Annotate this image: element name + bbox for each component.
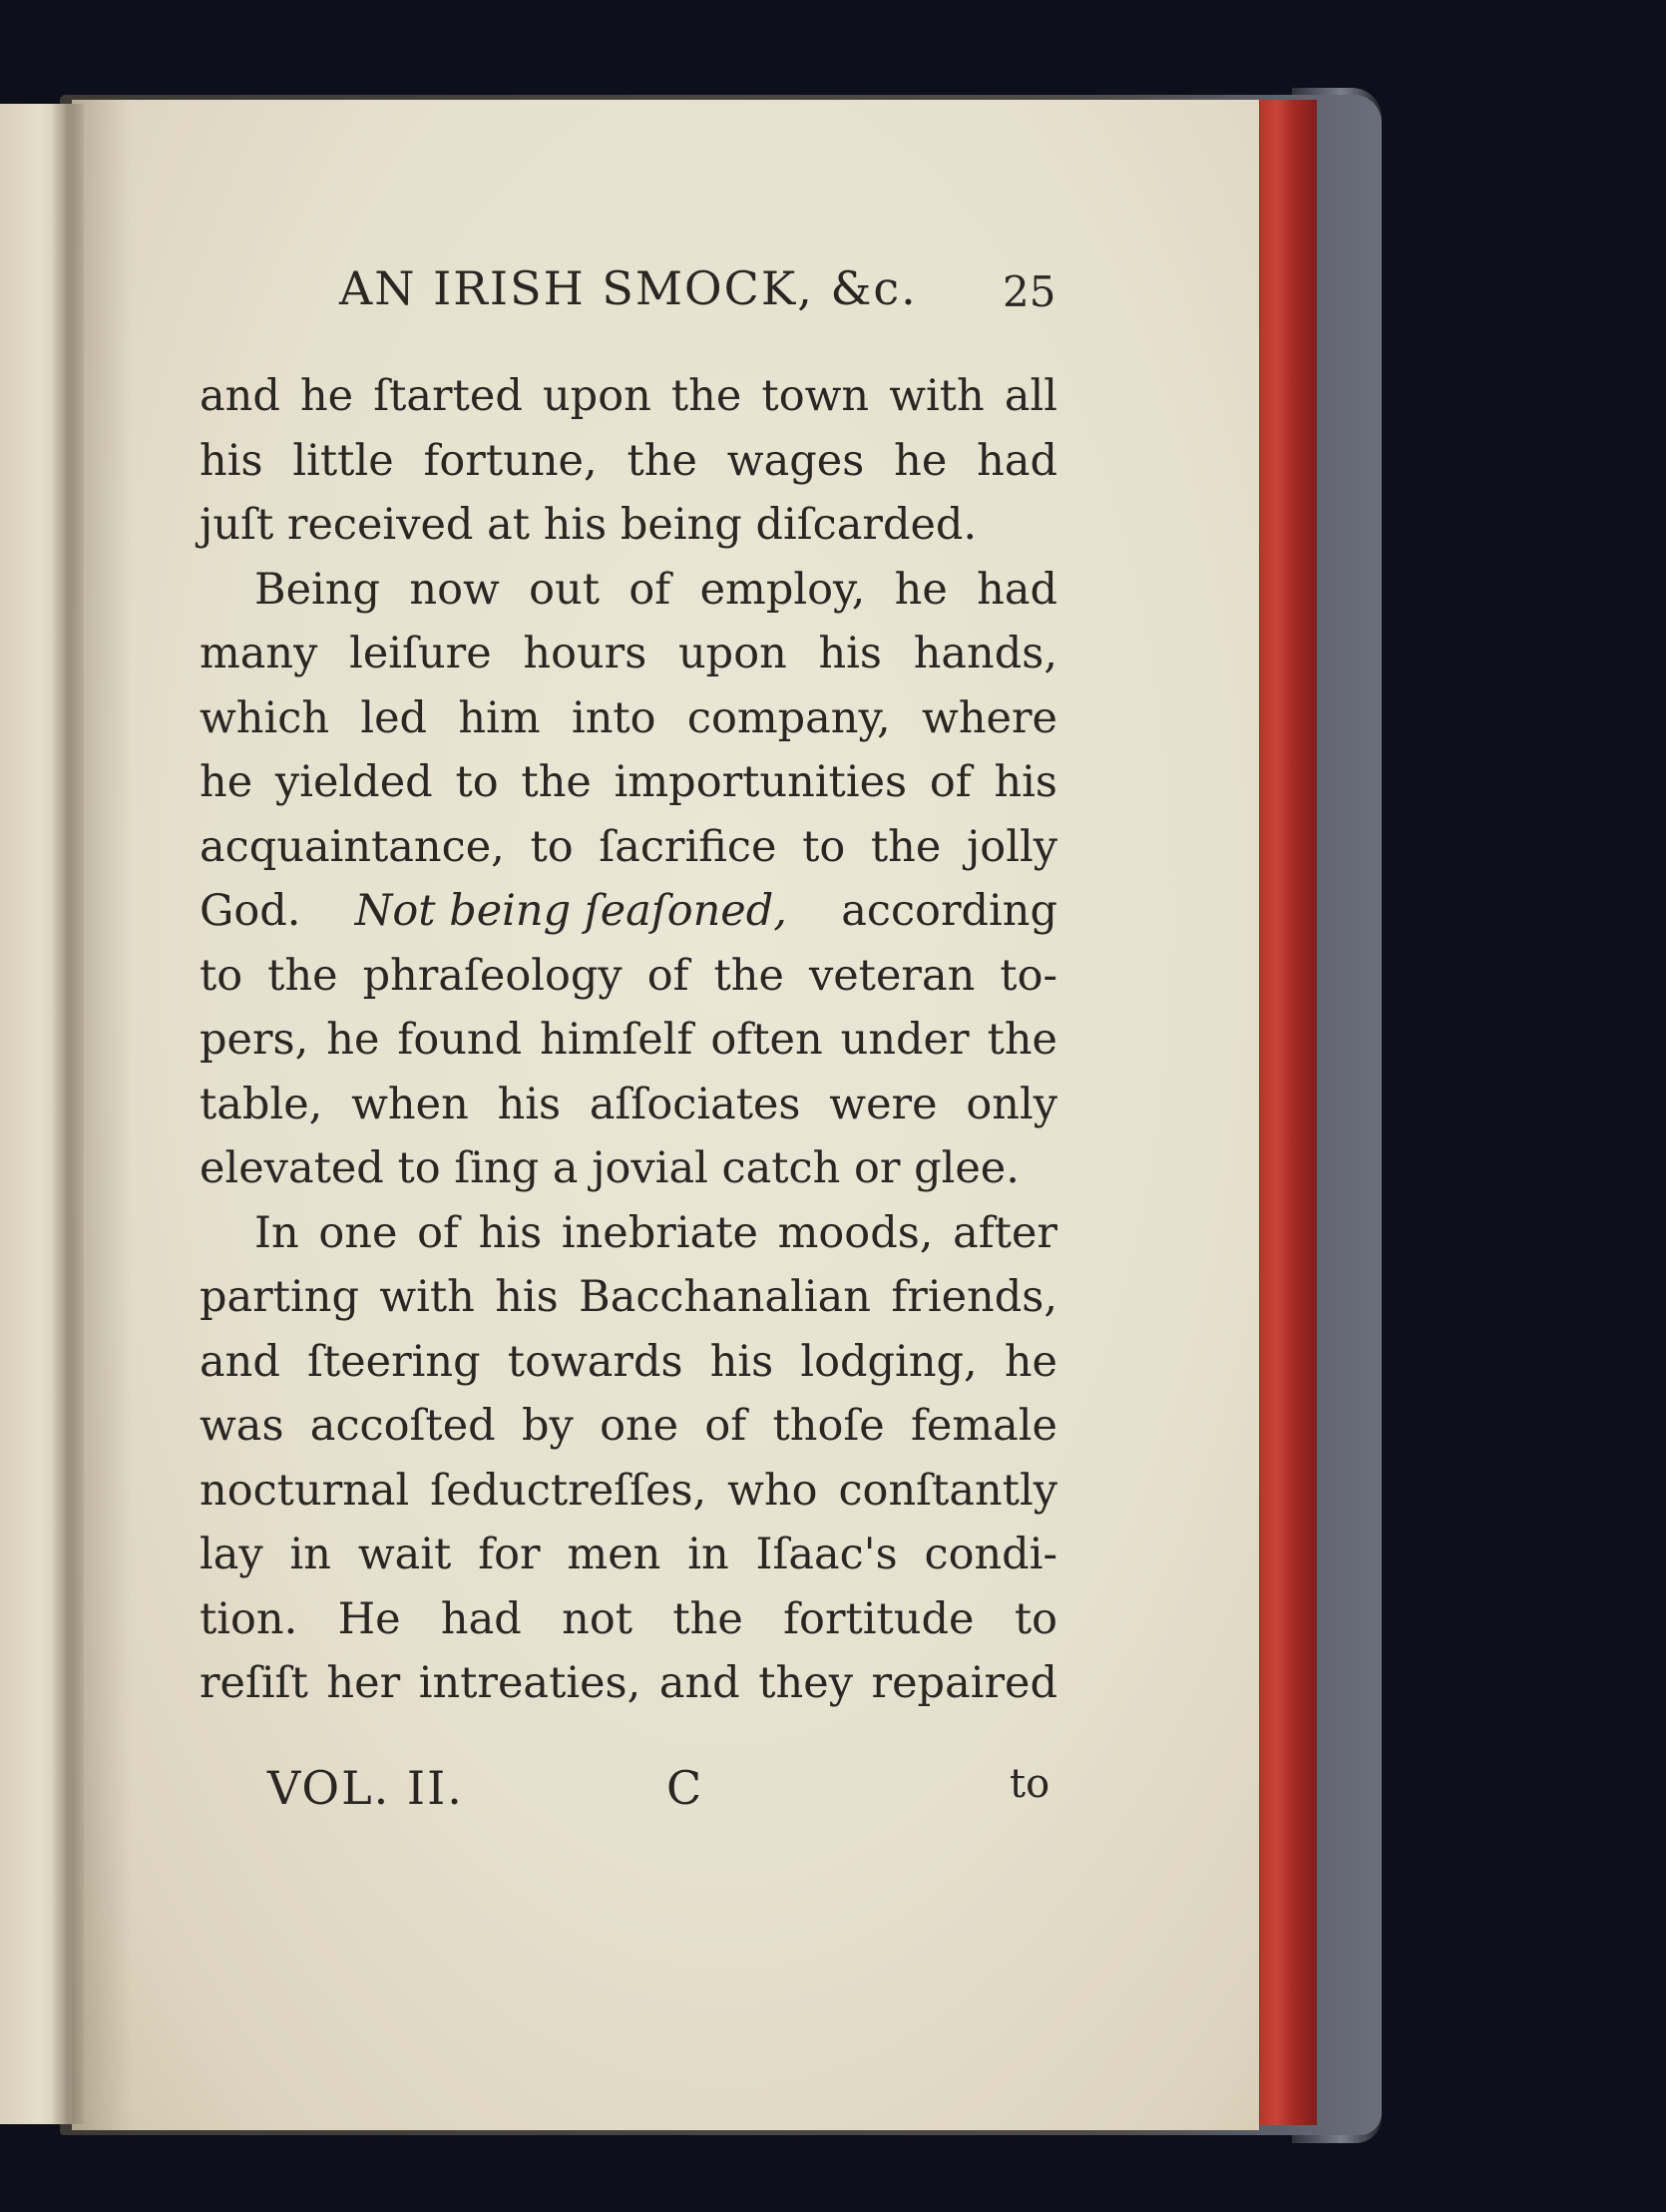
- text-line: his little fortune, the wages he had: [200, 435, 1057, 486]
- text-line: many leiſure hours upon his hands,: [200, 629, 1057, 678]
- text-segment: God.: [200, 886, 301, 936]
- text-line-mixed: [200, 879, 1057, 944]
- page-shadow: [72, 100, 132, 2130]
- text-line: and ſteering towards his lodging, he: [200, 1336, 1057, 1387]
- text-line: which led him into company, where: [200, 692, 1057, 743]
- running-head: AN IRISH SMOCK, &c.: [339, 261, 918, 315]
- text-line: and he ſtarted upon the town with all: [200, 371, 1057, 421]
- text-line: parting with his Bacchanalian friends,: [200, 1272, 1057, 1322]
- text-line: Being now out of employ, he had: [254, 564, 1057, 615]
- text-line: he yielded to the importunities of his: [200, 757, 1057, 807]
- red-page-edges: [1259, 100, 1317, 2125]
- page-number: 25: [1003, 267, 1056, 316]
- text-line: pers, he found himſelf often under the: [200, 1015, 1057, 1065]
- text-line: was accoſted by one of thoſe female: [200, 1401, 1057, 1451]
- text-line: lay in wait for men in Iſaac's condi-: [200, 1530, 1057, 1579]
- text-line: nocturnal ſeductreſſes, who conſtantly: [200, 1465, 1057, 1516]
- text-line: In one of his inebriate moods, after: [254, 1207, 1057, 1258]
- text-segment: according: [841, 886, 1057, 936]
- text-line: elevated to ſing a jovial catch or glee.: [200, 1143, 1020, 1193]
- text-line: table, when his aſſociates were only: [200, 1079, 1057, 1129]
- body-text: [200, 364, 1057, 1716]
- text-line: tion. He had not the fortitude to: [200, 1593, 1057, 1644]
- volume-label: VOL. II.: [267, 1761, 464, 1815]
- text-line: to the phraſeology of the veteran to-: [200, 950, 1057, 1001]
- text-line: acquaintance, to ſacrifice to the jolly: [200, 821, 1057, 872]
- catchword: to: [1010, 1761, 1050, 1807]
- text-line: juſt received at his being diſcarded.: [200, 500, 978, 550]
- italic-phrase: Not being ſeaſoned,: [354, 886, 787, 936]
- signature-mark: C: [666, 1761, 702, 1815]
- text-line: reſiſt her intreaties, and they repaired: [200, 1658, 1057, 1708]
